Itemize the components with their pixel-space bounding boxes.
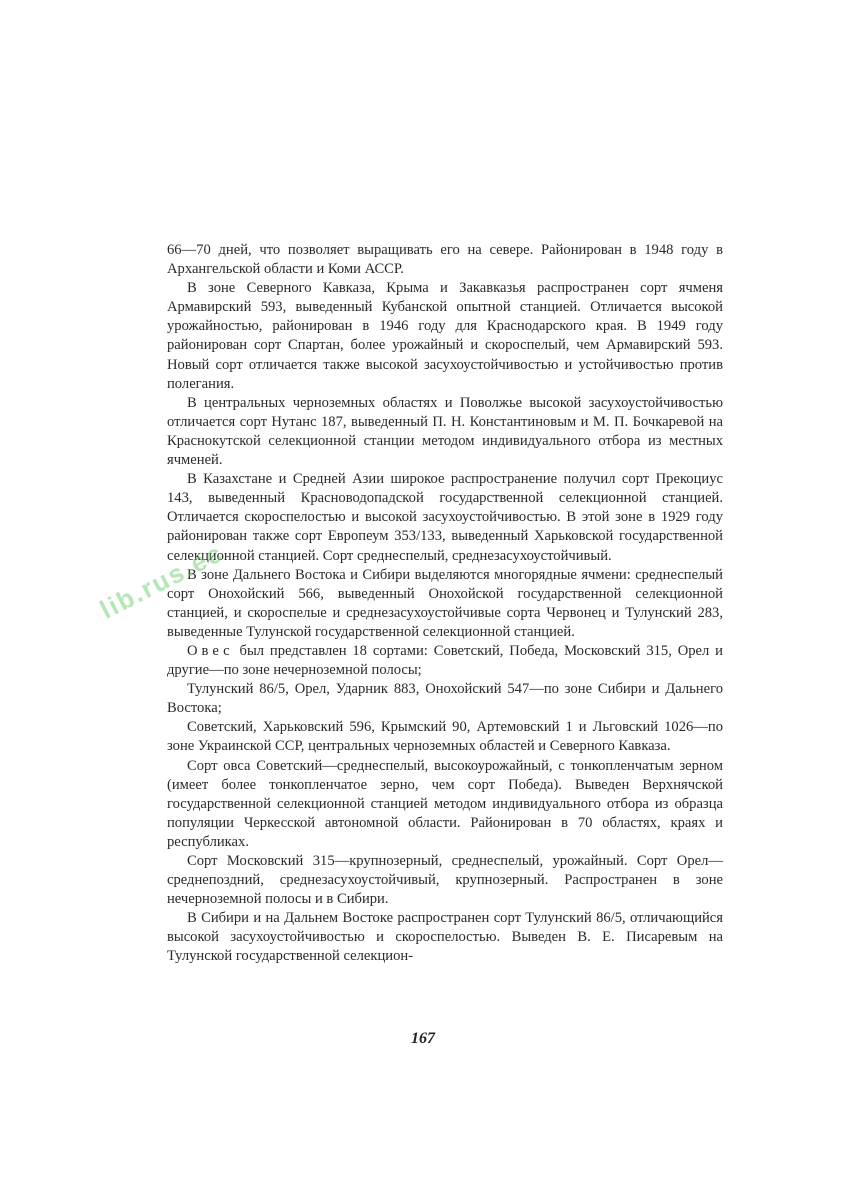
spaced-heading-word: Овес (187, 642, 234, 659)
page-body-text (167, 241, 723, 967)
paragraph: В зоне Дальнего Востока и Сибири выделяются многорядные ячмени: среднеспелый сорт Онохойский 566, выведенный Онохойской государственной селекционной станцией, и скороспелые и среднезасухоустойчивые сорта Червонец и Тулунский 283, выведенные Тулунской государственной селекционной станцией. (167, 566, 723, 640)
paragraph-oats-text: был представлен 18 сортами: Советский, Победа, Московский 315, Орел и другие—по зоне нечерноземной полосы; (167, 642, 723, 679)
paragraph: Сорт овса Советский—среднеспелый, высокоурожайный, с тонкопленчатым зерном (имеет более тонкопленчатое зерно, чем сорт Победа). Выведен Верхнячской государственной селекционной станцией методом индивидуального отбора из образца популяции Черкесской автономной области. Районирован в 70 областях, краях и республиках. (167, 757, 723, 850)
paragraph: Тулунский 86/5, Орел, Ударник 883, Онохойский 547—по зоне Сибири и Дальнего Востока; (167, 681, 723, 717)
paragraph: В Казахстане и Средней Азии широкое распространение получил сорт Прекоциус 143, выведенный Красноводопадской государственной селекционной станцией. Отличается скороспелостью и высокой засухоустойчивостью. В этой зоне в 1929 году районирован также сорт Европеум 353/133, выведенный Харьковской государственной селекционной станцией. Сорт среднеспелый, среднезасухоустойчивый. (167, 471, 723, 564)
watermark: lib.rus.ec (95, 537, 229, 625)
page-number: 167 (411, 1030, 435, 1047)
paragraph: Сорт Московский 315—крупнозерный, среднеспелый, урожайный. Сорт Орел—среднепоздний, среднезасухоустойчивый, крупнозерный. Распространен в зоне нечерноземной полосы и в Сибири. (167, 853, 723, 908)
paragraph: В Сибири и на Дальнем Востоке распространен сорт Тулунский 86/5, отличающийся высокой засухоустойчивостью и скороспелостью. Выведен В. Е. Писаревым на Тулунской государственной селекцион- (167, 910, 723, 965)
paragraph: Советский, Харьковский 596, Крымский 90, Артемовский 1 и Льговский 1026—по зоне Украинской ССР, центральных черноземных областей и Северного Кавказа. (167, 719, 723, 755)
paragraph: 66—70 дней, что позволяет выращивать его на севере. Районирован в 1948 году в Архангельской области и Коми АССР. (167, 242, 723, 278)
paragraph-oats (167, 642, 723, 680)
paragraph: В центральных черноземных областях и Поволжье высокой засухоустойчивостью отличается сорт Нутанс 187, выведенный П. Н. Константиновым и М. П. Бочкаревой на Краснокутской селекционной станции методом индивидуального отбора из местных ячменей. (167, 394, 723, 469)
paragraph: В зоне Северного Кавказа, Крыма и Закавказья распространен сорт ячменя Армавирский 593, выведенный Кубанской опытной станцией. Отличается высокой урожайностью, районирован в 1946 году для Краснодарского края. В 1949 году районирован сорт Спартан, более урожайный и скороспелый, чем Армавирский 593. Новый сорт отличается также высокой засухоустойчивостью и устойчивостью против полегания. (167, 280, 723, 392)
